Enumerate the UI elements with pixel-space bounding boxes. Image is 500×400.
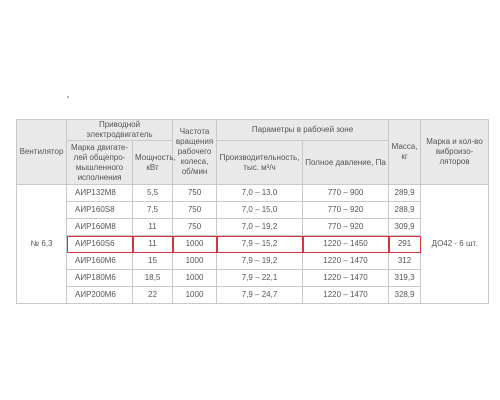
mass-cell: 288,9: [389, 202, 421, 219]
table-row: [17, 287, 489, 304]
pressure-cell: 1220 – 1450: [303, 236, 389, 253]
header-isolators: Марка и кол-во виброизо-ляторов: [421, 120, 489, 185]
motor-cell: АИР160S8: [67, 202, 133, 219]
rpm-cell: 1000: [173, 270, 217, 287]
header-motor-group: Приводной электродвигатель: [67, 120, 173, 141]
power-cell: 22: [133, 287, 173, 304]
power-cell: 5,5: [133, 185, 173, 202]
rpm-cell: 750: [173, 202, 217, 219]
header-rpm: Частота вращения рабочего колеса, об/мин: [173, 120, 217, 185]
mass-cell: 289,9: [389, 185, 421, 202]
capacity-cell: 7,9 – 15,2: [217, 236, 303, 253]
mass-cell: 319,3: [389, 270, 421, 287]
mass-cell: 328,9: [389, 287, 421, 304]
mass-cell: 312: [389, 253, 421, 270]
header-mass: Масса, кг: [389, 120, 421, 185]
power-cell: 11: [133, 219, 173, 236]
isolators-cell: ДО42 - 6 шт.: [421, 185, 489, 304]
header-motor-brand: Марка двигате-лей общепро-мышленного исполнения: [67, 141, 133, 185]
capacity-cell: 7,0 – 13,0: [217, 185, 303, 202]
table-row-highlighted: [17, 236, 489, 253]
pressure-cell: 1220 – 1470: [303, 270, 389, 287]
motor-cell: АИР160М8: [67, 219, 133, 236]
power-cell: 18,5: [133, 270, 173, 287]
capacity-cell: 7,9 – 22,1: [217, 270, 303, 287]
fan-spec-table: [16, 119, 489, 304]
table-row: [17, 270, 489, 287]
mass-cell: 309,9: [389, 219, 421, 236]
power-cell: 7,5: [133, 202, 173, 219]
fan-cell: № 6,3: [17, 185, 67, 304]
header-pressure: Полное давление, Па: [303, 141, 389, 185]
motor-cell: АИР200М6: [67, 287, 133, 304]
rpm-cell: 750: [173, 185, 217, 202]
rpm-cell: 1000: [173, 287, 217, 304]
table-row: [17, 202, 489, 219]
table-row: [17, 219, 489, 236]
header-row-1: [17, 120, 489, 141]
capacity-cell: 7,0 – 15,0: [217, 202, 303, 219]
table-row: [17, 253, 489, 270]
power-cell: 11: [133, 236, 173, 253]
mass-cell: 291: [389, 236, 421, 253]
table-row: [17, 185, 489, 202]
header-fan: Вентилятор: [17, 120, 67, 185]
capacity-cell: 7,9 – 24,7: [217, 287, 303, 304]
pressure-cell: 770 – 920: [303, 219, 389, 236]
rpm-cell: 1000: [173, 253, 217, 270]
motor-cell: АИР132М8: [67, 185, 133, 202]
header-power: Мощность, кВт: [133, 141, 173, 185]
power-cell: 15: [133, 253, 173, 270]
rpm-cell: 1000: [173, 236, 217, 253]
header-capacity: Производительность, тыс. м³/ч: [217, 141, 303, 185]
header-params-group: Параметры в рабочей зоне: [217, 120, 389, 141]
pressure-cell: 1220 – 1470: [303, 253, 389, 270]
motor-cell: АИР180М6: [67, 270, 133, 287]
capacity-cell: 7,9 – 19,2: [217, 253, 303, 270]
pressure-cell: 770 – 920: [303, 202, 389, 219]
pressure-cell: 1220 – 1470: [303, 287, 389, 304]
rpm-cell: 750: [173, 219, 217, 236]
capacity-cell: 7,0 – 19,2: [217, 219, 303, 236]
motor-cell: АИР160S6: [67, 236, 133, 253]
decorative-dot: [67, 96, 69, 98]
motor-cell: АИР160М6: [67, 253, 133, 270]
pressure-cell: 770 – 900: [303, 185, 389, 202]
